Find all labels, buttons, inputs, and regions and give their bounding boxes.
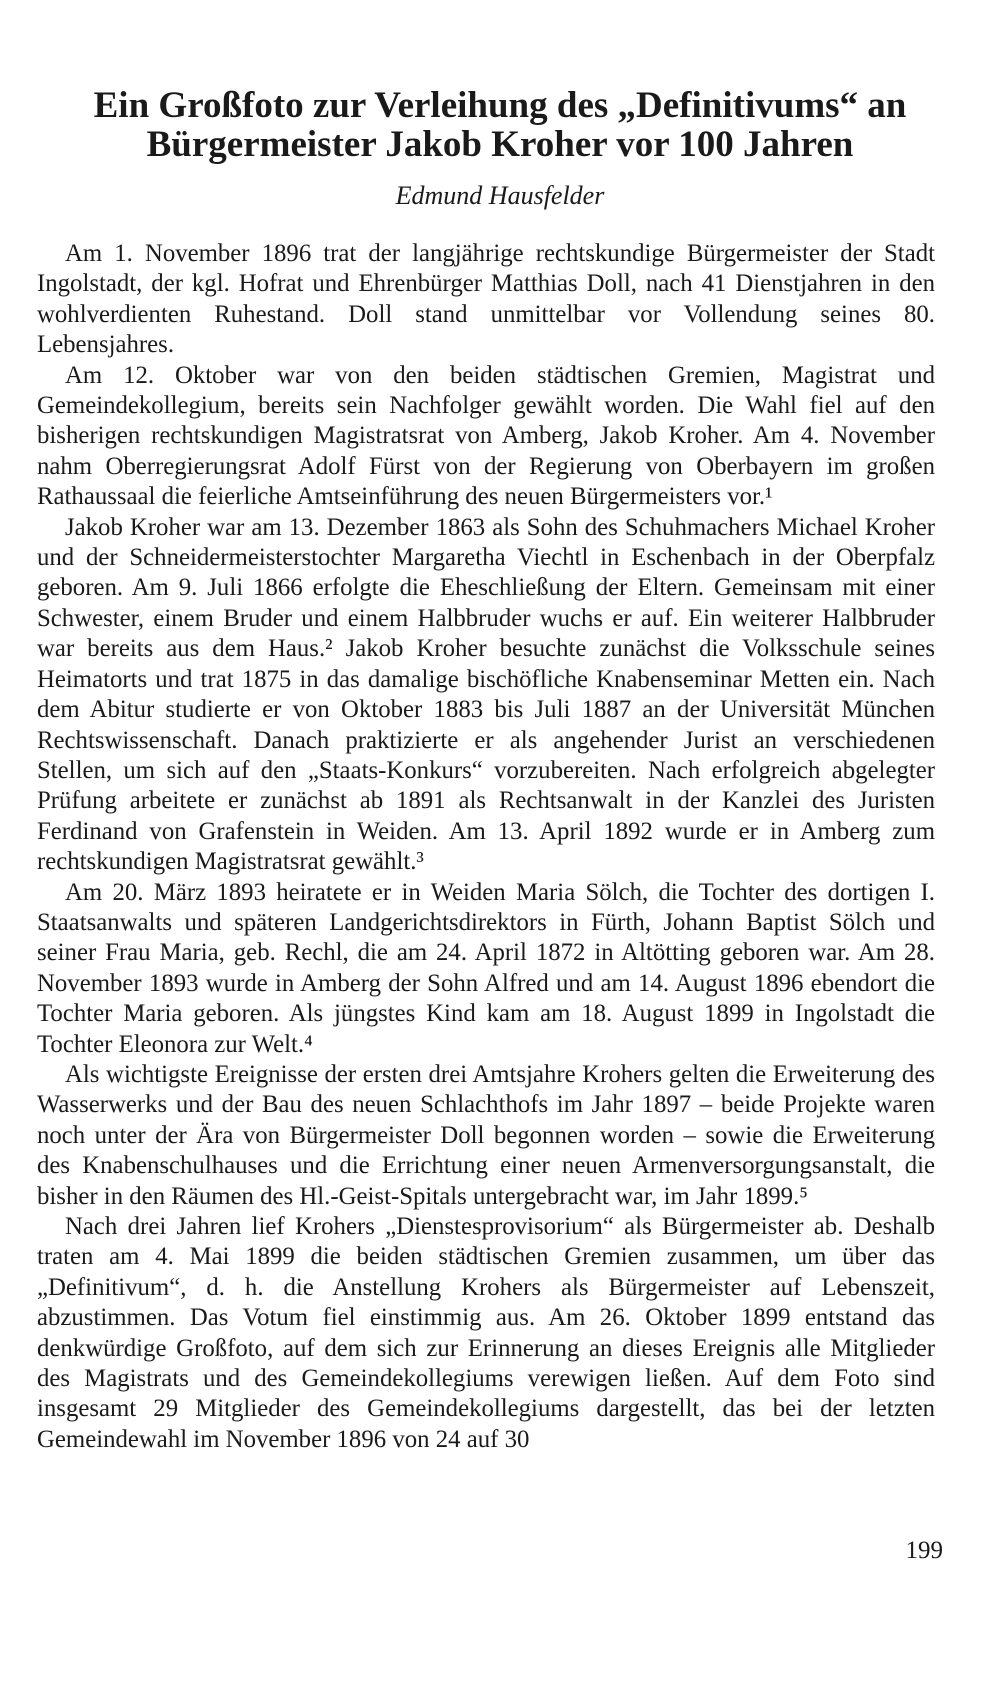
article-title-line-1: Ein Großfoto zur Verleihung des „Definitivums“ an <box>93 85 907 126</box>
article-title <box>36 86 964 164</box>
paragraph: Am 12. Oktober war von den beiden städtischen Gremien, Magistrat und Gemeindekollegium, bereits sein Nachfolger gewählt worden. Die Wahl fiel auf den bisherigen rechtskundigen Magistratsrat von Amberg, Jakob Kroher. Am 4. November nahm Oberregierungsrat Adolf Fürst von der Regierung von Oberbayern im großen Rathaussaal die feierliche Amtseinführung des neuen Bürgermeisters vor.¹ <box>37 361 935 511</box>
page-number: 199 <box>905 1537 943 1564</box>
paragraph: Nach drei Jahren lief Krohers „Dienstesprovisorium“ als Bürgermeister ab. Deshalb traten am 4. Mai 1899 die beiden städtischen Gremien zusammen, um über das „Definitivum“, d. h. die Anstellung Krohers als Bürgermeister auf Lebenszeit, abzustimmen. Das Votum fiel einstimmig aus. Am 26. Oktober 1899 entstand das denkwürdige Großfoto, auf dem sich zur Erinnerung an dieses Ereignis alle Mitglieder des Magistrats und des Gemeindekollegiums verewigen ließen. Auf dem Foto sind insgesamt 29 Mitglieder des Gemeindekollegiums dargestellt, das bei der letzten Gemeindewahl im November 1896 von 24 auf 30 <box>37 1213 935 1453</box>
paragraph: Als wichtigste Ereignisse der ersten drei Amtsjahre Krohers gelten die Erweiterung des Wasserwerks und der Bau des neuen Schlachthofs im Jahr 1897 – beide Projekte waren noch unter der Ära von Bürgermeister Doll begonnen worden – sowie die Erweiterung des Knabenschulhauses und die Errichtung einer neuen Armenversorgungsanstalt, die bisher in den Räumen des Hl.-Geist-Spitals untergebracht war, im Jahr 1899.⁵ <box>37 1060 935 1210</box>
paragraph: Am 20. März 1893 heiratete er in Weiden Maria Sölch, die Tochter des dortigen I. Staatsanwalts und späteren Landgerichtsdirektors in Fürth, Johann Baptist Sölch und seiner Frau Maria, geb. Rechl, die am 24. April 1872 in Altötting geboren war. Am 28. November 1893 wurde in Amberg der Sohn Alfred und am 14. August 1896 ebendort die Tochter Maria geboren. Als jüngstes Kind kam am 18. August 1899 in Ingolstadt die Tochter Eleonora zur Welt.⁴ <box>37 878 935 1058</box>
article-author: Edmund Hausfelder <box>395 181 605 210</box>
paragraph: Am 1. November 1896 trat der langjährige rechtskundige Bürgermeister der Stadt Ingolstadt, der kgl. Hofrat und Ehrenbürger Matthias Doll, nach 41 Dienstjahren in den wohlverdienten Ruhestand. Doll stand unmittelbar vor Vollendung seines 80. Lebensjahres. <box>37 240 935 359</box>
article-body <box>37 239 935 1455</box>
paragraph: Jakob Kroher war am 13. Dezember 1863 als Sohn des Schuhmachers Michael Kroher und der Schneidermeisterstochter Margaretha Viechtl in Eschenbach in der Oberpfalz geboren. Am 9. Juli 1866 erfolgte die Eheschließung der Eltern. Gemeinsam mit einer Schwester, einem Bruder und einem Halbbruder wuchs er auf. Ein weiterer Halbbruder war bereits aus dem Haus.² Jakob Kroher besuchte zunächst die Volksschule seines Heimatorts und trat 1875 in das damalige bischöfliche Knabenseminar Metten ein. Nach dem Abitur studierte er von Oktober 1883 bis Juli 1887 an der Universität München Rechtswissenschaft. Danach praktizierte er als angehender Jurist an verschiedenen Stellen, um sich auf den „Staats-Konkurs“ vorzubereiten. Nach erfolgreich abgelegter Prüfung arbeitete er zunächst ab 1891 als Rechtsanwalt in der Kanzlei des Juristen Ferdinand von Grafenstein in Weiden. Am 13. April 1892 wurde er in Amberg zum rechtskundigen Magistratsrat gewählt.³ <box>37 513 935 876</box>
article-title-line-2: Bürgermeister Jakob Kroher vor 100 Jahren <box>146 124 854 165</box>
